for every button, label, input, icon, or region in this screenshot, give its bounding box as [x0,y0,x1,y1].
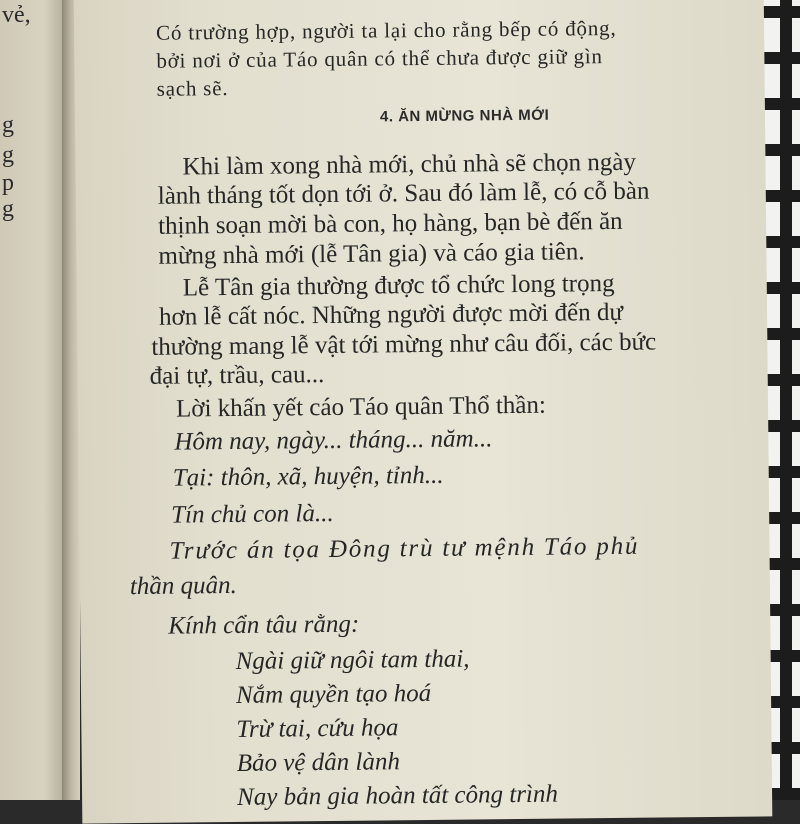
paragraph-line: thường mang lễ vật tới mừng như câu đối, các bức [151,328,657,361]
paragraph-line: mừng nhà mới (lễ Tân gia) và cáo gia tiên. [158,238,585,270]
prayer-line: Tại: thôn, xã, huyện, tỉnh... [172,461,444,492]
paragraph-line: đại tự, trầu, cau... [149,361,325,390]
paragraph-line: lành tháng tốt dọn tới ở. Sau đó làm lễ, có cỗ bàn [157,177,650,210]
verse-line: Ngài giữ ngôi tam thai, [235,645,470,675]
paragraph-line: hơn lễ cất nóc. Những người được mời đến dự [158,298,624,331]
left-page-fragment: vẻ, [2,2,31,28]
left-page-fragment: p [2,170,14,196]
left-page-fragment: g [2,142,14,168]
top-paragraph-line: bởi nơi ở của Táo quân có thể chưa được giữ gìn [156,44,603,73]
left-page-fragment: g [2,112,14,138]
prayer-line: thần quân. [129,571,237,601]
prayer-intro: Lời khấn yết cáo Táo quân Thổ thần: [175,391,546,423]
prayer-line: Trước án tọa Đông trù tư mệnh Táo phủ [169,532,640,565]
prayer-line: Tín chủ con là... [170,499,334,529]
paragraph-line: Khi làm xong nhà mới, chủ nhà sẽ chọn ngày [182,148,637,181]
left-page-fragment: g [2,196,14,222]
invocation: Kính cẩn tâu rằng: [168,610,360,640]
prayer-line: Hôm nay, ngày... tháng... năm... [174,425,493,456]
top-paragraph-line: Có trường hợp, người ta lại cho rằng bếp có động, [155,15,617,45]
verse-line: Bảo vệ dân lành [236,748,401,777]
verse-line: Trừ tai, cứu họa [236,714,399,743]
verse-line: Nắm quyền tạo hoá [235,679,432,709]
left-page-edge [0,0,62,800]
paragraph-line: thịnh soạn mời bà con, họ hàng, bạn bè đến ăn [157,207,623,240]
section-heading: 4. ĂN MỪNG NHÀ MỚI [379,106,550,126]
top-paragraph-line: sạch sẽ. [156,76,229,101]
verse-line: Nay bản gia hoàn tất công trình [236,780,559,811]
paragraph-line: Lễ Tân gia thường được tổ chức long trọng [182,269,615,302]
book-page [74,0,773,824]
